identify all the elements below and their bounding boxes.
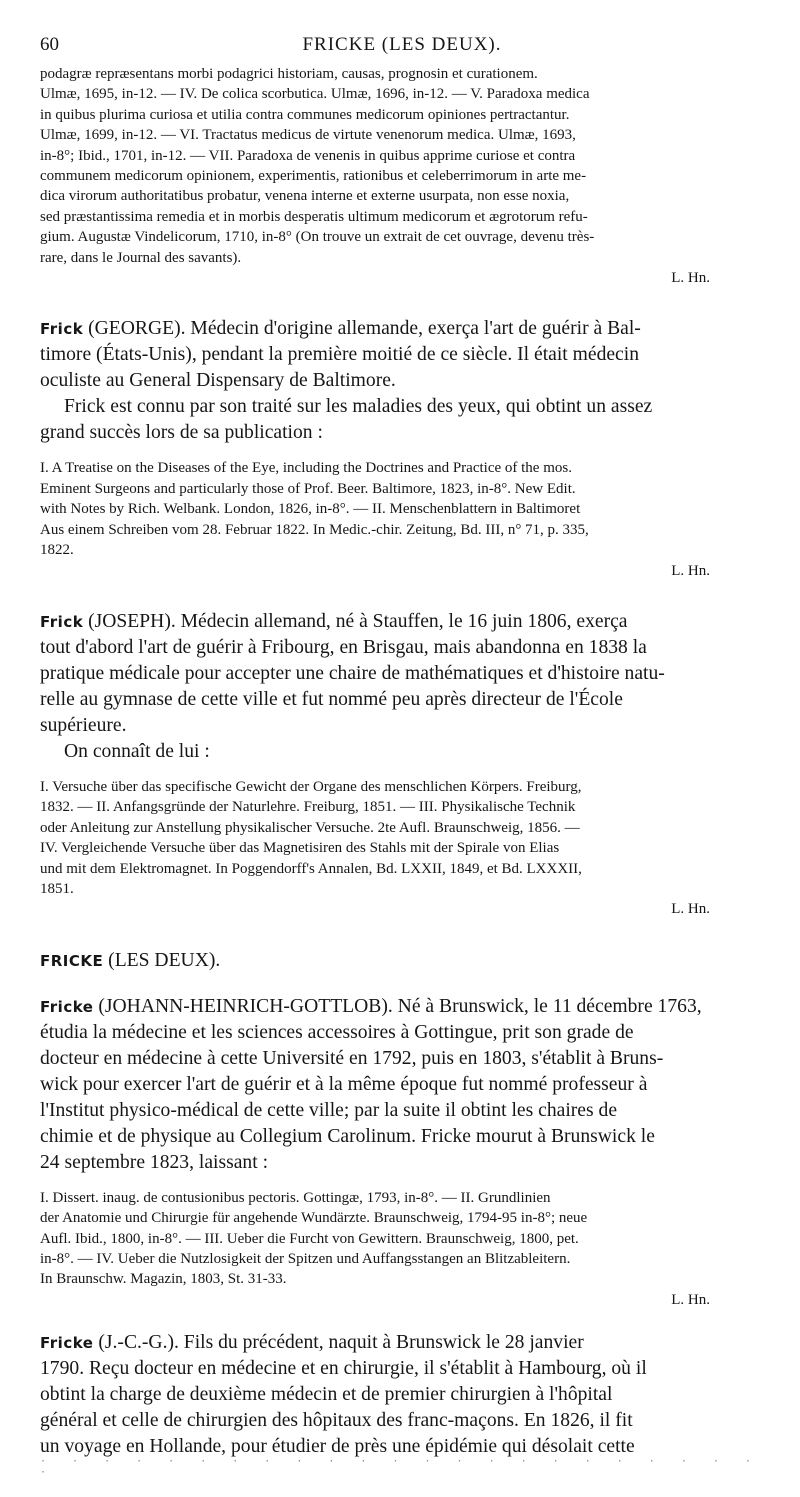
text-line: IV. Vergleichende Versuche über das Magnetisiren des Stahls mit der Spirale von Elias xyxy=(40,840,560,857)
text-line: chimie et de physique au Collegium Carolinum. Fricke mourut à Brunswick le xyxy=(40,1125,655,1147)
entry-fricke-johann xyxy=(40,994,764,1176)
author-signature: L. Hn. xyxy=(671,270,710,287)
text-line: with Notes by Rich. Welbank. London, 1826, in-8°. — II. Menschenblattern in Baltimoret xyxy=(40,501,581,518)
text-line: Aufl. Ibid., 1800, in-8°. — III. Ueber die Furcht von Gewittern. Braunschweig, 1800, pet. xyxy=(40,1230,579,1247)
running-title: FRICKE (LES DEUX). xyxy=(302,34,502,55)
author-signature: L. Hn. xyxy=(671,901,710,918)
text-line: docteur en médecine à cette Université en 1792, puis en 1803, s'établit à Bruns- xyxy=(40,1047,664,1069)
bibliography-block xyxy=(40,64,764,288)
text-line: (JOHANN-HEINRICH-GOTTLOB). Né à Brunswick, le 11 décembre 1763, xyxy=(93,995,702,1017)
page-number: 60 xyxy=(40,34,59,55)
section-heading xyxy=(40,948,764,974)
entry-frick-joseph xyxy=(40,609,764,739)
text-line: timore (États-Unis), pendant la première moitié de ce siècle. Il était médecin xyxy=(40,344,639,366)
text-line: podagræ repræsentans morbi podagrici historiam, causas, prognosin et curationem. xyxy=(40,66,538,82)
entry-fricke-jcg xyxy=(40,1330,764,1460)
text-line: obtint la charge de deuxième médecin et de premier chirurgien à l'hôpital xyxy=(40,1384,613,1406)
entry-headword: Fricke xyxy=(40,1334,94,1353)
author-signature: L. Hn. xyxy=(671,562,710,579)
text-line: 24 septembre 1823, laissant : xyxy=(40,1151,269,1173)
entry-headword: Frick xyxy=(40,612,84,631)
text-line: étudia la médecine et les sciences accessoires à Gottingue, prit son grade de xyxy=(40,1021,634,1043)
text-line: (J.-C.-G.). Fils du précédent, naquit à Brunswick le 28 janvier xyxy=(93,1332,584,1354)
text-line: supérieure. xyxy=(40,714,127,736)
text-line: sed præstantissima remedia et in morbis desperatis ultimum medicorum et ægrotorum refu- xyxy=(40,208,588,225)
text-line: rare, dans le Journal des savants). xyxy=(40,249,242,266)
text-line: 1822. xyxy=(40,542,74,559)
text-line: oder Anleitung zur Anstellung physikalischer Versuche. 2te Aufl. Braunschweig, 1856. — xyxy=(40,819,580,836)
section-heading-text: (LES DEUX). xyxy=(103,949,221,971)
text-line: I. Versuche über das specifische Gewicht der Organe des menschlichen Körpers. Freiburg, xyxy=(40,778,582,795)
text-line: oculiste au General Dispensary de Baltimore. xyxy=(40,370,396,392)
section-headword: FRICKE xyxy=(40,951,104,970)
text-line: grand succès lors de sa publication : xyxy=(40,422,323,444)
text-line: in-8°. — IV. Ueber die Nutzlosigkeit der Spitzen und Auffangsstangen an Blitzableitern. xyxy=(40,1250,571,1267)
text-line: 1790. Reçu docteur en médecine et en chirurgie, il s'établit à Hambourg, où il xyxy=(40,1358,647,1380)
text-line: l'Institut physico-médical de cette ville; par la suite il obtint les chaires de xyxy=(40,1099,618,1121)
entry-headword: Frick xyxy=(40,320,84,339)
bibliography-block xyxy=(40,777,764,920)
text-line: Ulmæ, 1695, in-12. — IV. De colica scorbutica. Ulmæ, 1696, in-12. — V. Paradoxa medica xyxy=(40,86,590,103)
text-line: In Braunschw. Magazin, 1803, St. 31-33. xyxy=(40,1271,287,1288)
text-line: pratique médicale pour accepter une chaire de mathématiques et d'histoire natu- xyxy=(40,662,665,684)
text-line: 1832. — II. Anfangsgründe der Naturlehre. Freiburg, 1851. — III. Physikalische Technik xyxy=(40,799,576,816)
text-line: gium. Augustæ Vindelicorum, 1710, in-8° (On trouve un extrait de cet ouvrage, devenu très- xyxy=(40,229,595,246)
text-line: I. Dissert. inaug. de contusionibus pectoris. Gottingæ, 1793, in-8°. — II. Grundlinien xyxy=(40,1189,551,1206)
entry-headword: Fricke xyxy=(40,997,94,1016)
paragraph xyxy=(40,739,764,765)
running-head xyxy=(40,34,764,64)
text-line: général et celle de chirurgien des hôpitaux des franc-maçons. En 1826, il fit xyxy=(40,1410,633,1432)
text-line: un voyage en Hollande, pour étudier de près une épidémie qui désolait cette xyxy=(40,1436,635,1458)
text-line: in-8°; Ibid., 1701, in-12. — VII. Paradoxa de venenis in quibus apprime curiose et contra xyxy=(40,147,576,164)
text-line: der Anatomie und Chirurgie für angehende Wundärzte. Braunschweig, 1794-95 in-8°; neue xyxy=(40,1210,588,1227)
text-line: I. A Treatise on the Diseases of the Eye, including the Doctrines and Practice of the mos. xyxy=(40,460,572,477)
text-line: Ulmæ, 1699, in-12. — VI. Tractatus medicus de virtute venenorum medica. Ulmæ, 1693, xyxy=(40,127,576,144)
paragraph xyxy=(40,394,764,446)
bibliography-block xyxy=(40,458,764,580)
text-line: wick pour exercer l'art de guérir et à la même époque fut nommé professeur à xyxy=(40,1073,648,1095)
page xyxy=(40,34,764,1460)
text-line: in quibus plurima curiosa et utilia contra communes medicorum opiniones pertractantur. xyxy=(40,106,570,123)
text-line: und mit dem Elektromagnet. In Poggendorff's Annalen, Bd. LXXII, 1849, et Bd. LXXXII, xyxy=(40,860,582,877)
text-line: dica virorum authoritatibus probatur, venena interne et externe usurpata, non esse noxia, xyxy=(40,188,570,205)
text-line: On connaît de lui : xyxy=(64,740,210,762)
text-line: 1851. xyxy=(40,880,74,897)
scan-artifact-dots: · · · · · · · · · · · · · · · · · · · · · · · · xyxy=(40,1456,761,1478)
text-line: Frick est connu par son traité sur les maladies des yeux, qui obtint un assez xyxy=(64,396,653,418)
text-line: relle au gymnase de cette ville et fut nommé peu après directeur de l'École xyxy=(40,688,623,710)
text-line: (JOSEPH). Médecin allemand, né à Stauffen, le 16 juin 1806, exerça xyxy=(83,610,628,632)
text-line: (GEORGE). Médecin d'origine allemande, exerça l'art de guérir à Bal- xyxy=(83,318,641,340)
bibliography-block xyxy=(40,1188,764,1310)
text-line: communem medicorum opinionem, experimentis, rationibus et celeberrimorum in arte me- xyxy=(40,168,587,185)
text-line: Aus einem Schreiben vom 28. Februar 1822. In Medic.-chir. Zeitung, Bd. III, n° 71, p. 335, xyxy=(40,521,589,538)
text-line: tout d'abord l'art de guérir à Fribourg, en Brisgau, mais abandonna en 1838 la xyxy=(40,636,647,658)
entry-frick-george xyxy=(40,316,764,394)
author-signature: L. Hn. xyxy=(671,1291,710,1308)
text-line: Eminent Surgeons and particularly those of Prof. Beer. Baltimore, 1823, in-8°. New Edit. xyxy=(40,480,576,497)
